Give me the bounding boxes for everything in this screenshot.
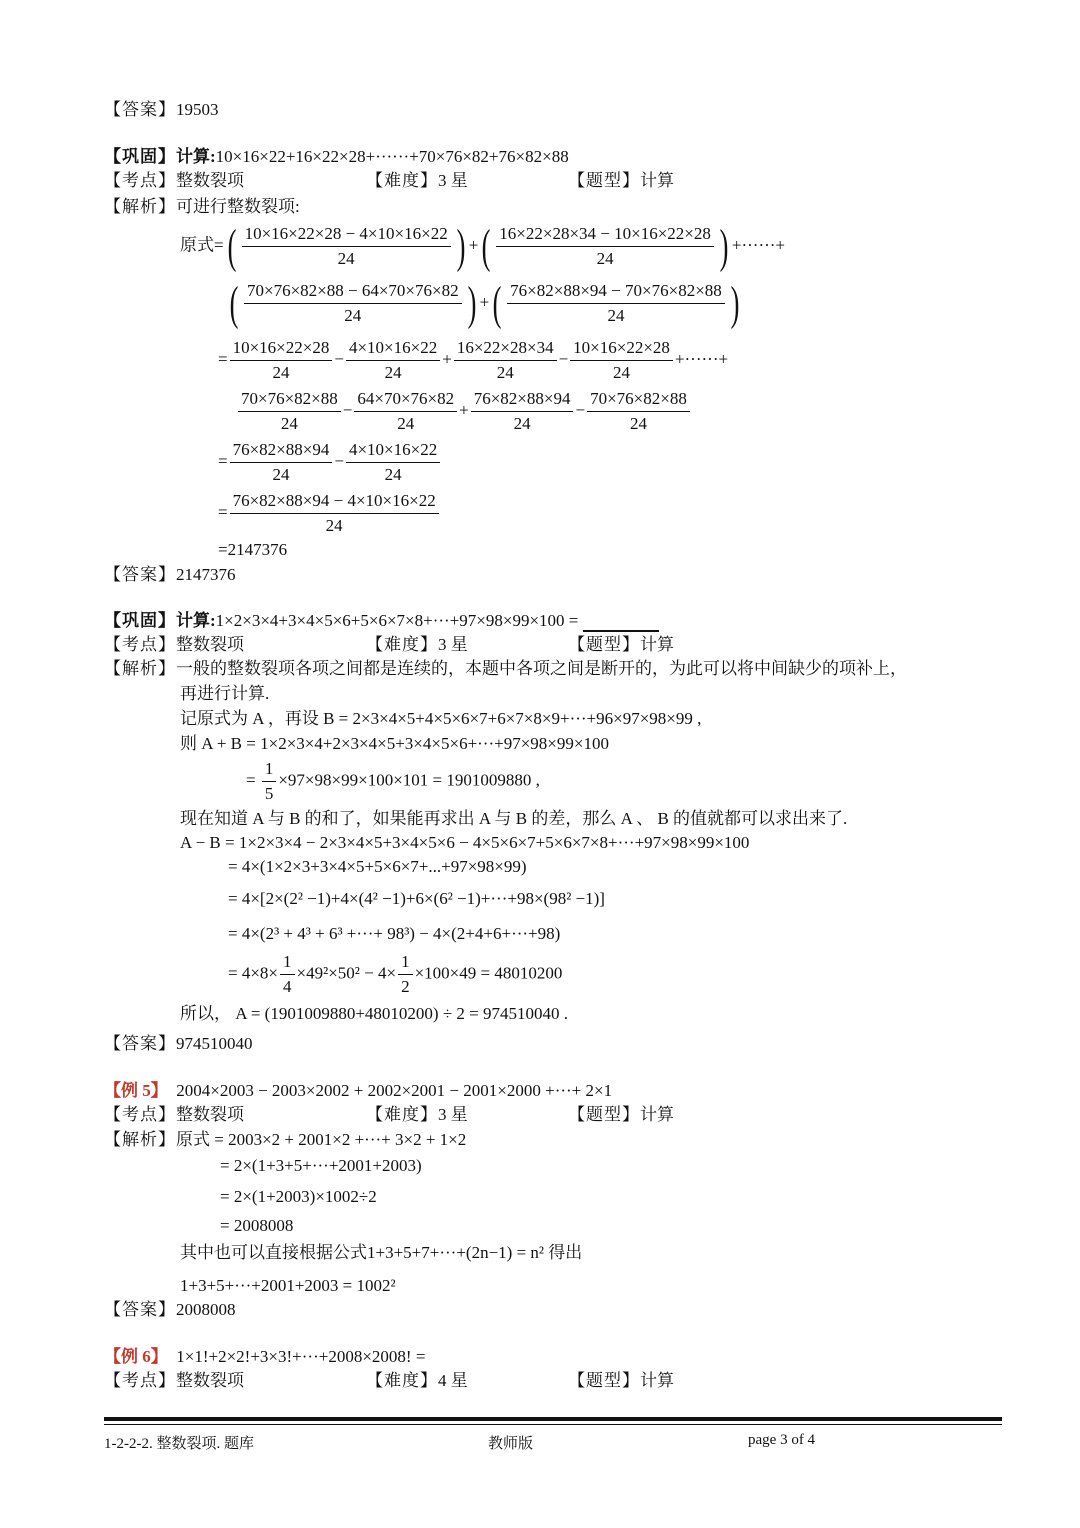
answer-row xyxy=(104,99,219,121)
formula-line: = 4×(2³ + 4³ + 6³ +···+ 98³) − 4×(2+4+6+···+98) xyxy=(228,924,561,943)
fraction xyxy=(346,336,440,385)
formula-line-4: $\frac{70\times 76\times 82\times 88}{24}$ − $\frac{64\times 70\times 76\times 82}{24}$ + $\frac{76\times 82\times 88\times 94}{24}$ − $\frac{70\times 76\times 82\times 88}{24}$ xyxy=(236,387,692,436)
fraction xyxy=(230,336,333,385)
analysis-text: 则 A + B = 1×2×3×4+2×3×4×5+3×4×5×6+···+97×98×99×100 xyxy=(180,734,609,753)
denominator: 24 xyxy=(325,516,343,535)
consolidate-row xyxy=(104,610,659,632)
footer-left: 1-2-2-2. 整数裂项. 题库 xyxy=(104,1436,254,1452)
fraction xyxy=(230,489,439,538)
difficulty-row xyxy=(366,1370,468,1392)
analysis-row xyxy=(104,1129,466,1151)
difficulty-value: 3 星 xyxy=(438,1105,468,1124)
answer-row xyxy=(104,1033,253,1055)
example-label: 【例 xyxy=(104,1081,138,1100)
formula-line-3: = $\frac{10\times 16\times 22\times 28}{24}$ − $\frac{4\times 10\times 16\times 22}{24}$ + $\frac{16\times 22\times 28\times 34}{24}$ − $\frac{10\times 16\times 22\times 28}{24}$ +······+ xyxy=(218,336,728,385)
type-row xyxy=(568,1104,674,1126)
difficulty-row xyxy=(366,1104,468,1126)
numerator: 70×76×82×88 xyxy=(238,387,341,412)
footer-rule-thick xyxy=(104,1417,1002,1421)
answer-row xyxy=(104,1299,236,1321)
paren-open: ( xyxy=(227,219,236,273)
denominator: 4 xyxy=(283,977,292,996)
meta-row xyxy=(104,1104,244,1126)
fraction xyxy=(454,336,557,385)
type-value: 计算 xyxy=(640,1371,674,1390)
difficulty-row xyxy=(366,634,468,656)
numerator: 70×76×82×88 xyxy=(587,387,690,412)
answer-value: 19503 xyxy=(176,100,219,119)
difficulty-value: 3 星 xyxy=(438,635,468,654)
problem-text: 1×1!+2×2!+3×3!+···+2008×2008! = xyxy=(176,1347,426,1366)
type-label: 【题型】 xyxy=(568,1371,640,1390)
denominator: 24 xyxy=(613,363,631,382)
paren-open: ( xyxy=(481,219,491,273)
denominator: 24 xyxy=(384,363,402,382)
formula-text: = 4×8× xyxy=(228,963,279,983)
analysis-text: 所以， A = (1901009880+48010200) ÷ 2 = 974510040 . xyxy=(180,1004,569,1023)
result-line: =2147376 xyxy=(218,540,288,559)
numerator: 4×10×16×22 xyxy=(346,438,440,463)
numerator: 76×82×88×94 − 4×10×16×22 xyxy=(230,489,439,514)
analysis-text: A − B = 1×2×3×4 − 2×3×4×5+3×4×5×6 − 4×5×6×7+5×6×7×8+···+97×98×99×100 xyxy=(180,833,750,852)
numerator: 16×22×28×34 − 10×16×22×28 xyxy=(496,222,714,247)
difficulty-row xyxy=(366,170,468,192)
answer-label: 【答案】 xyxy=(104,1300,176,1319)
point-value: 整数裂项 xyxy=(176,635,244,654)
footer-page: page 3 of 4 xyxy=(748,1432,816,1448)
numerator: 1 xyxy=(398,950,413,975)
paren-close: ) xyxy=(730,276,740,330)
paren-close: ) xyxy=(467,276,476,330)
denominator: 24 xyxy=(513,414,531,433)
fraction xyxy=(244,279,462,328)
formula-line-5: = $\frac{76\times 82\times 88\times 94}{24}$ − $\frac{4\times 10\times 16\times 22}{24}$ xyxy=(218,438,442,487)
formula-line: = 2×(1+2003)×1002÷2 xyxy=(220,1187,377,1206)
numerator: 10×16×22×28 xyxy=(230,336,333,361)
denominator: 24 xyxy=(280,414,298,433)
type-row xyxy=(568,634,674,656)
consolidate-row xyxy=(104,146,569,168)
denominator: 24 xyxy=(337,249,355,268)
analysis-text: 再进行计算. xyxy=(180,684,270,703)
dots: +······+ xyxy=(731,235,786,255)
answer-value: 2147376 xyxy=(176,565,236,584)
answer-value: 974510040 xyxy=(176,1034,253,1053)
analysis-text: 原式 = 2003×2 + 2001×2 +···+ 3×2 + 1×2 xyxy=(176,1130,467,1149)
numerator: 16×22×28×34 xyxy=(454,336,557,361)
numerator: 64×70×76×82 xyxy=(354,387,457,412)
denominator: 24 xyxy=(596,249,614,268)
type-row xyxy=(568,170,674,192)
answer-row xyxy=(104,564,236,586)
analysis-row xyxy=(104,658,907,680)
fraction xyxy=(354,387,457,436)
type-label: 【题型】 xyxy=(568,1105,640,1124)
analysis-label: 【解析】 xyxy=(104,659,176,678)
analysis-text: 记原式为 A ，再设 B = 2×3×4×5+4×5×6×7+6×7×8×9+···+96×97×98×99 , xyxy=(180,709,702,728)
dots: +······+ xyxy=(674,349,729,369)
formula-text: ×97×98×99×100×101 = 1901009880 , xyxy=(278,770,540,790)
example-row xyxy=(104,1346,425,1368)
analysis-label: 【解析】 xyxy=(104,1130,176,1149)
footer-center: 教师版 xyxy=(488,1436,534,1452)
point-value: 整数裂项 xyxy=(176,1105,244,1124)
analysis-text: 其中也可以直接根据公式1+3+5+7+···+(2n−1) = n² 得出 xyxy=(180,1243,583,1262)
formula-line-1: 原式=( $\frac{10\times 16\times 22\times 28 - 4\times 10\times 16\times 22}{24}$ ) +( $\frac{16\times 22\times 28\times 34 - 10\times 16\times 22\times 28}{24}$ ) +······+ xyxy=(180,219,786,273)
difficulty-label: 【难度】 xyxy=(366,1105,438,1124)
problem-text: 1×2×3×4+3×4×5×6+5×6×7×8+···+97×98×99×100 = xyxy=(215,611,579,630)
difficulty-label: 【难度】 xyxy=(366,635,438,654)
fraction xyxy=(262,757,277,806)
formula-line: 1+3+5+···+2001+2003 = 1002² xyxy=(180,1276,396,1295)
numerator: 4×10×16×22 xyxy=(346,336,440,361)
denominator: 24 xyxy=(397,414,415,433)
point-label: 【考点】 xyxy=(104,1105,176,1124)
problem-title: 计算: xyxy=(176,147,216,166)
fraction xyxy=(507,279,725,328)
answer-blank[interactable] xyxy=(583,612,659,632)
denominator: 5 xyxy=(264,784,274,803)
meta-row xyxy=(104,170,244,192)
fraction xyxy=(238,387,341,436)
formula-text: ×49²×50² − 4× xyxy=(296,963,397,983)
numerator: 10×16×22×28 − 4×10×16×22 xyxy=(242,222,451,247)
fraction xyxy=(230,438,333,487)
denominator: 24 xyxy=(384,465,402,484)
analysis-row xyxy=(104,196,300,218)
paren-close: ) xyxy=(456,219,466,273)
fraction xyxy=(280,950,295,999)
fraction xyxy=(587,387,690,436)
footer-rule-thin xyxy=(104,1424,1002,1425)
difficulty-value: 3 星 xyxy=(438,171,468,190)
problem-title: 计算: xyxy=(176,611,216,630)
denominator: 24 xyxy=(496,363,514,382)
formula-line: = 4×[2×(2² −1)+4×(4² −1)+6×(6² −1)+···+98×(98² −1)] xyxy=(228,889,605,908)
fraction xyxy=(242,222,451,271)
consolidate-label: 【巩固】 xyxy=(104,611,176,630)
example-row xyxy=(104,1080,612,1102)
numerator: 76×82×88×94 xyxy=(471,387,574,412)
formula-line xyxy=(228,950,562,999)
numerator: 76×82×88×94 − 70×76×82×88 xyxy=(507,279,725,304)
meta-row xyxy=(104,634,244,656)
formula-line-2: ( $\frac{70\times 76\times 82\times 88 - 64\times 70\times 76\times 82}{24}$ ) +( $\frac{76\times 82\times 88\times 94 - 70\times 76\times 82\times 88}{24}$ ) xyxy=(229,276,740,330)
point-label: 【考点】 xyxy=(104,171,176,190)
point-label: 【考点】 xyxy=(104,1371,176,1390)
point-label: 【考点】 xyxy=(104,635,176,654)
difficulty-label: 【难度】 xyxy=(366,1371,438,1390)
example-label: 【例 xyxy=(104,1347,138,1366)
numerator: 70×76×82×88 − 64×70×76×82 xyxy=(244,279,462,304)
fraction xyxy=(570,336,673,385)
point-value: 整数裂项 xyxy=(176,1371,244,1390)
denominator: 24 xyxy=(272,465,290,484)
analysis-text: 一般的整数裂项各项之间都是连续的，本题中各项之间是断开的，为此可以将中间缺少的项补上， xyxy=(176,659,907,678)
denominator: 24 xyxy=(607,306,625,325)
denominator: 24 xyxy=(272,363,290,382)
formula-line: = 2008008 xyxy=(220,1216,294,1235)
paren-close: ) xyxy=(719,219,729,273)
type-value: 计算 xyxy=(640,171,674,190)
type-row xyxy=(568,1370,674,1392)
difficulty-value: 4 星 xyxy=(438,1371,468,1390)
answer-value: 2008008 xyxy=(176,1300,236,1319)
problem-text: 2004×2003 − 2003×2002 + 2002×2001 − 2001×2000 +···+ 2×1 xyxy=(176,1081,613,1100)
paren-open: ( xyxy=(492,276,502,330)
analysis-text: 现在知道 A 与 B 的和了，如果能再求出 A 与 B 的差，那么 A 、 B 的值就都可以求出来了. xyxy=(180,809,848,828)
consolidate-label: 【巩固】 xyxy=(104,147,176,166)
formula-line-6: = $\frac{76\times 82\times 88\times 94 - 4\times 10\times 16\times 22}{24}$ xyxy=(218,489,441,538)
paren-open: ( xyxy=(229,276,239,330)
formula-text: ×100×49 = 48010200 xyxy=(414,963,563,983)
answer-label: 【答案】 xyxy=(104,1034,176,1053)
formula-line: = 4×(1×2×3+3×4×5+5×6×7+...+97×98×99) xyxy=(228,857,527,876)
formula-line: = $\frac{1}{5}$ ×97×98×99×100×101 = 1901009880 , xyxy=(246,757,540,806)
fraction xyxy=(496,222,714,271)
type-value: 计算 xyxy=(640,1105,674,1124)
example-number: 5】 xyxy=(138,1081,168,1100)
answer-label: 【答案】 xyxy=(104,100,176,119)
meta-row xyxy=(104,1370,244,1392)
type-label: 【题型】 xyxy=(568,635,640,654)
type-label: 【题型】 xyxy=(568,171,640,190)
difficulty-label: 【难度】 xyxy=(366,171,438,190)
fraction xyxy=(471,387,574,436)
answer-label: 【答案】 xyxy=(104,565,176,584)
problem-text: 10×16×22+16×22×28+······+70×76×82+76×82×88 xyxy=(215,147,569,166)
fraction xyxy=(398,950,413,999)
denominator: 2 xyxy=(401,977,410,996)
numerator: 1 xyxy=(280,950,295,975)
numerator: 76×82×88×94 xyxy=(230,438,333,463)
denominator: 24 xyxy=(629,414,647,433)
type-value: 计算 xyxy=(640,635,674,654)
formula-line: = 2×(1+3+5+···+2001+2003) xyxy=(220,1156,422,1175)
analysis-label: 【解析】 xyxy=(104,197,176,216)
numerator: 10×16×22×28 xyxy=(570,336,673,361)
point-value: 整数裂项 xyxy=(176,171,244,190)
formula-lead: 原式= xyxy=(180,235,224,255)
example-number: 6】 xyxy=(138,1347,168,1366)
fraction xyxy=(346,438,440,487)
numerator: 1 xyxy=(262,757,277,782)
analysis-intro: 可进行整数裂项: xyxy=(176,197,300,216)
denominator: 24 xyxy=(344,306,362,325)
